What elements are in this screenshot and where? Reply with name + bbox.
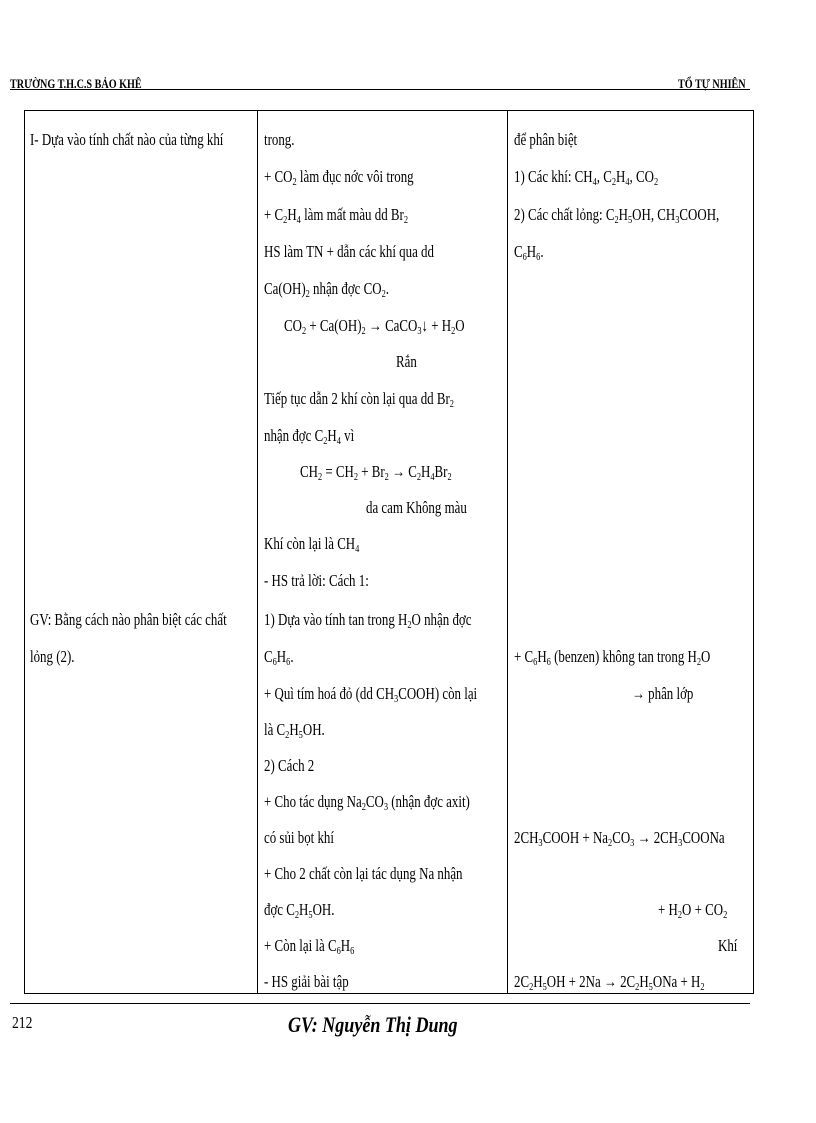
student-line: 1) Dựa vào tính tan trong $H_2O$ nhận đợc xyxy=(264,610,472,631)
student-line: - HS giải bài tập xyxy=(264,972,349,991)
content-line: + $H_2O + CO_2$ xyxy=(658,900,728,921)
column-divider-2 xyxy=(507,110,508,994)
header-rule xyxy=(10,89,750,90)
student-line: trong. xyxy=(264,130,295,149)
student-line: $Ca(OH)_2$ nhận đợc $CO_2$. xyxy=(264,279,389,300)
column-divider-1 xyxy=(257,110,258,994)
student-line: Rắn xyxy=(396,352,417,371)
student-line: + Cho tác dụng $Na_2CO_3$ (nhận đợc axit) xyxy=(264,792,470,813)
student-line: da cam Không màu xyxy=(366,498,467,517)
student-line: đợc $C_2H_5OH$. xyxy=(264,900,335,921)
student-line: 2) Cách 2 xyxy=(264,756,315,775)
teacher-name: GV: Nguyễn Thị Dung xyxy=(288,1012,458,1037)
department-name: TỔ TỰ NHIÊN xyxy=(678,76,746,91)
teacher-question-2-cont: lỏng (2). xyxy=(30,647,75,666)
content-line: 2) Các chất lỏng: $C_2H_5OH$, $CH_3COOH$, xyxy=(514,205,720,226)
content-line: + $C_6H_6$ (benzen) không tan trong $H_2O$ xyxy=(514,647,711,668)
content-line: 1) Các khí: $CH_4$, $C_2H_4$, $CO_2$ xyxy=(514,167,659,188)
page-number: 212 xyxy=(12,1013,33,1032)
school-name: TRƯỜNG T.H.C.S BẢO KHÊ xyxy=(10,76,142,91)
content-line: Khí xyxy=(718,936,738,955)
content-line: $C_6H_6$. xyxy=(514,242,544,263)
page-header xyxy=(10,76,750,90)
student-line: nhận đợc $C_2H_4$ vì xyxy=(264,426,355,447)
student-line: là $C_2H_5OH$. xyxy=(264,720,325,741)
student-line: + $C_2H_4$ làm mất màu dd $Br_2$ xyxy=(264,205,409,226)
equation-na2co3: $2CH_3COOH + Na_2CO_3$ → $2CH_3COONa$ xyxy=(514,828,725,849)
student-line: $C_6H_6$. xyxy=(264,647,294,668)
student-line: Khí còn lại là $CH_4$ xyxy=(264,534,360,555)
student-line: - HS trả lời: Cách 1: xyxy=(264,571,369,590)
content-line: → phân lớp xyxy=(632,684,694,703)
footer-rule xyxy=(10,1003,750,1004)
student-line: HS làm TN + dẫn các khí qua dd xyxy=(264,242,434,261)
student-line: + Còn lại là $C_6H_6$ xyxy=(264,936,355,957)
student-line: + Cho 2 chất còn lại tác dụng Na nhận xyxy=(264,864,463,883)
equation-caoh2: $CO_2 + Ca(OH)_2$ → CaCO$_3$↓ + $H_2O$ xyxy=(284,316,465,337)
equation-sodium: $2C_2H_5OH + 2Na \to 2C_2H_5ONa + H_2$ xyxy=(514,972,705,993)
teacher-question-1: I- Dựa vào tính chất nào của từng khí xyxy=(30,130,224,149)
student-line: + $CO_2$ làm đục nớc vôi trong xyxy=(264,167,414,188)
student-line: + Quì tím hoá đỏ (dd $CH_3COOH$) còn lại xyxy=(264,684,478,705)
student-line: có sủi bọt khí xyxy=(264,828,334,847)
teacher-question-2: GV: Bằng cách nào phân biệt các chất xyxy=(30,610,227,629)
content-line: để phân biệt xyxy=(514,130,578,149)
student-line: Tiếp tục dẫn 2 khí còn lại qua dd $Br_2$ xyxy=(264,389,454,410)
equation-bromine: $CH_2 = CH_2 + Br_2 \to C_2H_4Br_2$ xyxy=(300,462,452,483)
